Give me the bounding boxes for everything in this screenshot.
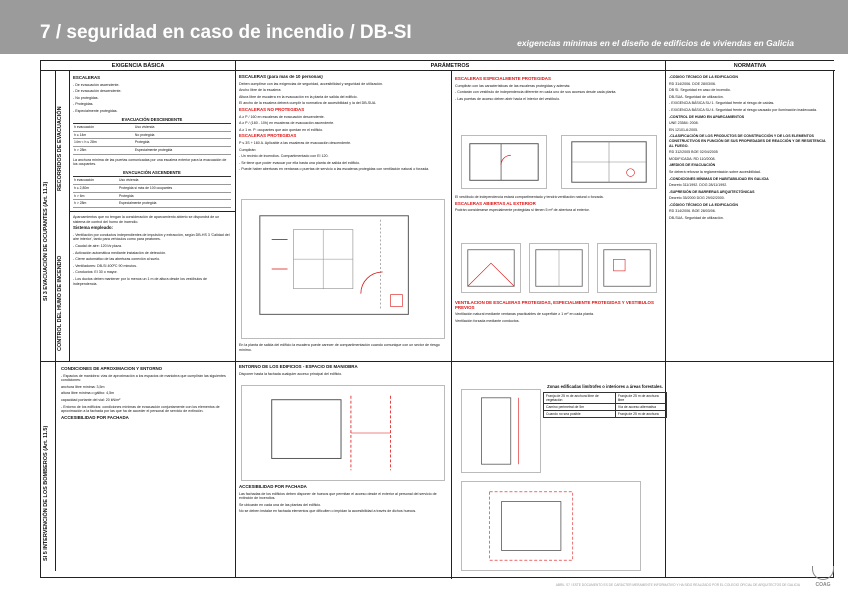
aproximacion-block [61, 367, 231, 477]
normativa-item: RD 314/2006. DOE 28/03/06. [669, 81, 716, 86]
column-header-parametros: PARÁMETROS [235, 61, 665, 71]
page-header [0, 0, 848, 54]
list-item: - No protegidas. [73, 95, 99, 100]
page-title: 7 / seguridad en caso de incendio / DB-SI [40, 22, 412, 43]
table-cell: No protegida [134, 131, 231, 139]
normativa-item: RD 314/2006. BOE 28/03/06. [669, 209, 716, 214]
red-heading: ESCALERAS ESPECIALMENTE PROTEGIDAS [455, 77, 551, 81]
caption-text: El vestíbulo de independencia estará compartimentado y tendrá ventilación natural o forzada. [455, 195, 604, 199]
divider [69, 211, 235, 212]
red-heading: ESCALERAS NO PROTEGIDAS [239, 106, 305, 112]
table-cell: Especialmente protegida [118, 200, 231, 208]
divider [69, 71, 70, 361]
table-header: Uso vivienda [118, 177, 231, 185]
normativa-item: UNE 23584: 2008. [669, 121, 699, 126]
normativa-item: -CLASIFICACIÓN DE LOS PRODUCTOS DE CONSTRUCCIÓN Y DE LOS ELEMENTOS CONSTRUCTIVOS EN FUNCIÓN DE SUS PROPIEDADES DE REACCIÓN Y DE RESISTENCIA AL FUEGO. [669, 134, 826, 148]
table-row [73, 131, 231, 139]
list-item: - Los ductos deben mantener por lo menos un 1 m de altura desde los vestíbulos de independencia. [73, 276, 208, 286]
normativa-item: - EXIGENCIA BÁSICA SU 1. Seguridad frente al riesgo de caídas. [669, 101, 775, 106]
red-heading: VENTILACIÓN DE ESCALERAS PROTEGIDAS, ESPECIALMENTE PROTEGIDAS Y VESTÍBULOS PREVIOS [455, 301, 654, 310]
body-text: Se ubicarán en cada una de las plantas del edificio. [239, 502, 322, 507]
table-cell: Especialmente protegida [134, 146, 231, 154]
list-item: - De evacuación ascendente. [73, 82, 120, 87]
fachada-elevation-figure [461, 389, 541, 473]
entorno-block [239, 365, 447, 379]
table-row [73, 200, 231, 208]
table-cell: 14m < h ≤ 28m [73, 139, 134, 147]
body-text: Cumplirán: [239, 147, 257, 152]
divider [451, 361, 452, 579]
list-item: - Contarán con vestíbulo de independencia diferente en cada uno de sus accesos desde cada planta. [455, 90, 617, 95]
formula-text: P ≤ 3S + 160 A. Aplicable a las escaleras de evacuación descendente. [239, 140, 352, 145]
list-item: - Ventiladores: DB-SI 400ºC 90 minutos. [73, 263, 138, 268]
note-text: La anchura mínima de las puertas comunicadas por una escalera exterior para la evacuación de los ocupantes. [73, 157, 227, 167]
escalera-abierta-figure-3 [597, 243, 657, 293]
block-title: ESCALERAS (para más de 10 personas) [239, 75, 323, 79]
formula-text: A ≥ 1 m. P: ocupantes que aún quedan en el edificio. [239, 127, 324, 132]
block-title: ENTORNO DE LOS EDIFICIOS - ESPACIO DE MANIOBRA [239, 365, 358, 369]
especialmente-protegidas-block [455, 77, 661, 103]
body-text: El ancho de la escalera deberá cumplir la normativa de accesibilidad y la del DB-SUA. [239, 101, 377, 106]
normativa-item: -CÓDIGO TÉCNICO DE LA EDIFICACIÓN [669, 202, 738, 207]
page-subtitle: exigencias mínimas en el diseño de edificios de viviendas en Galicia [517, 38, 794, 48]
logo-mark-icon [812, 566, 834, 580]
table-title: Zonas edificadas limítrofes o interiores a áreas forestales. [547, 384, 663, 389]
table-cell: Franja de 25 m de anchura libre [615, 393, 666, 404]
abiertas-block [455, 195, 661, 225]
body-text: Deben cumplirse con las exigencias de seguridad, accesibilidad y seguridad de utilización. [239, 81, 384, 86]
list-item: - De evacuación descendente. [73, 89, 122, 94]
logo-text: COAG [815, 582, 831, 588]
list-item: - Conductos: EI 30 o mayor. [73, 270, 118, 275]
section-label-si5: SI 5 INTERVENCIÓN DE LOS BOMBEROS (Art. 11.5) [43, 425, 49, 561]
normativa-item: -CÓDIGO TÉCNICO DE LA EDIFICACIÓN [669, 75, 738, 79]
normativa-item: DB SI. Seguridad en caso de incendio. [669, 88, 731, 93]
vestibulo-plan-figure [461, 135, 547, 189]
table-cell: Protegida [118, 192, 231, 200]
block-title: ESCALERAS [73, 76, 101, 80]
body-text: Podrán considerarse especialmente protegidas si tienen 5 m² de abertura al exterior. [455, 208, 590, 213]
column-header-exigencia: EXIGENCIA BÁSICA [41, 61, 235, 71]
body-text: Disponer hasta la fachada cualquier acceso principal del edificio. [239, 371, 343, 376]
table-cell: Franja de 25 m de anchura libre de vegetación [544, 393, 616, 404]
list-item: - Ventilación por conductos independientes de impulsión y extracción, según DB-HS 3 'Calidad del aire interior', tanto para vehículos como para peatones. [73, 232, 230, 242]
list-item: altura libre mínima o gálibo: 4,5m [61, 391, 115, 396]
body-text: Ventilación natural mediante ventanas practicables de superficie ≥ 1 m² en cada planta. [455, 312, 595, 317]
section-label-control-humo: CONTROL DEL HUMO DE INCENDIO [57, 255, 63, 351]
area-forestal-figure [461, 481, 641, 571]
divider [235, 61, 236, 577]
table-cell: Camino perimetral de 5m [544, 404, 616, 411]
red-heading: ESCALERAS ABIERTAS AL EXTERIOR [455, 200, 536, 206]
vestibulo-section-figure [561, 135, 657, 189]
table-row [73, 139, 231, 147]
table-cell: Cuando no sea posible [544, 411, 616, 418]
table-cell: Protegida si más de 100 ocupantes [118, 184, 231, 192]
list-item: - Protegidas. [73, 102, 94, 107]
table-title: EVACUACIÓN ASCENDENTE [73, 170, 231, 177]
table-cell: h > 28m [73, 146, 134, 154]
table-cell: h > 6m [73, 192, 118, 200]
control-humo-block [73, 215, 231, 357]
coag-logo [808, 566, 838, 594]
formula-text: A ≥ P / 160 en escaleras de evacuación descendente. [239, 114, 325, 119]
list-item: - Activación automática mediante instalación de detección. [73, 250, 167, 255]
accesibilidad-fachada-block [239, 485, 447, 575]
ventilacion-block [455, 301, 661, 341]
list-item: - Cierre automático de las aberturas conexión al suelo. [73, 257, 161, 262]
escaleras-params-block [239, 75, 447, 195]
list-item: - Entorno de los edificios: condiciones mínimas de evacuación conjuntamente con los elementos de aproximación a la fachada por las que ha de acceder el personal de servicio de extinción. [61, 404, 220, 414]
table-row [544, 393, 667, 404]
block-title: ACCESIBILIDAD POR FACHADA [61, 414, 129, 420]
table-header: Uso vivienda [134, 124, 231, 132]
table-title: EVACUACIÓN DESCENDENTE [73, 117, 231, 124]
normativa-item: -CONTROL DE HUMO EN APARCAMIENTOS [669, 114, 745, 119]
list-item: - Espacios de maniobra: vías de aproximación a los espacios de maniobra que cumplirán las siguientes condiciones: [61, 373, 226, 383]
zonas-forestales-table [543, 384, 667, 418]
block-title: ACCESIBILIDAD POR FACHADA [239, 485, 307, 489]
list-item: - Las puertas de acceso deben abrir hacia el interior del vestíbulo. [455, 96, 561, 101]
normativa-item: -SUPRESIÓN DE BARRERAS ARQUITECTÓNICAS [669, 189, 755, 194]
body-text: No se deben instalar en fachada elementos que dificulten o impidan la accesibilidad a través de dichos huecos. [239, 509, 417, 514]
body-text: Aparcamientos que no tengan la consideración de aparcamiento abierto se dispondrá de un sistema de control del humo de incendio. [73, 215, 220, 224]
subheading: Sistema empleado: [73, 225, 114, 231]
body-text: Las fachadas de los edificios deben disponer de huecos que permitan el acceso desde el exterior al personal del servicio de extinción de incendios. [239, 491, 437, 501]
column-header-normativa: NORMATIVA [665, 61, 835, 71]
divider [451, 71, 452, 361]
normativa-item: - EXIGENCIA BÁSICA SU 4. Seguridad frente al riesgo causado por iluminación inadecuada. [669, 107, 818, 112]
normativa-item: -CONDICIONES MÍNIMAS DE HABITABILIDAD EN GALICIA [669, 176, 769, 181]
list-item: - Un recinto de incendios. Compartimentado con EI 120. [239, 154, 329, 159]
subheading: Cumplirán con las características de las escaleras protegidas y además: [455, 83, 571, 88]
formula-text: A ≥ P / (160 - 10h) en escaleras de evacuación ascendente. [239, 121, 335, 126]
normativa-block [669, 75, 831, 335]
section-label-recorridos: RECORRIDOS DE EVACUACIÓN [57, 106, 63, 191]
table-cell: h > 28m [73, 200, 118, 208]
body-text: Ancho libre de la escalera: [239, 88, 282, 93]
section-label-si3: SI 3 EVACUACIÓN DE OCUPANTES (Art. 11.3) [43, 181, 49, 301]
table-cell: Vía de acceso alternativa [615, 404, 666, 411]
list-item: - Caudal de aire: 120 l/s·plaza. [73, 243, 122, 248]
figure-caption [239, 343, 447, 359]
escalera-abierta-figure [461, 243, 521, 293]
normativa-item: DB-SUA. Seguridad de utilización. [669, 94, 724, 99]
divider [55, 71, 56, 571]
table-row [73, 146, 231, 154]
document-table [40, 60, 834, 578]
table-cell: h ≤ 14m [73, 131, 134, 139]
escalera-plan-figure [241, 199, 445, 339]
red-heading: ESCALERAS PROTEGIDAS [239, 133, 297, 139]
table-row [544, 404, 667, 411]
normativa-item: Se deberá reforzar la reglamentación sobre accesibilidad. [669, 169, 761, 174]
divider [235, 361, 665, 362]
table-row [73, 184, 231, 192]
list-item: anchura libre mínima: 3,5m [61, 384, 105, 389]
list-item: capacidad portante del vial: 20 kN/m² [61, 397, 121, 402]
table-row [73, 192, 231, 200]
normativa-item: Decreto 311/1992. DOG 28/11/1992. [669, 183, 728, 188]
table-cell: h ≤ 2,80m [73, 184, 118, 192]
caption-text: En la planta de salida del edificio la escalera puede carecer de compartimentación cuando comunique con un sector de riesgo mínimo. [239, 343, 440, 352]
evacuacion-ascendente-table [73, 170, 231, 208]
table-header: h evacuación [73, 177, 118, 185]
escalera-abierta-figure-2 [529, 243, 589, 293]
normativa-item: Decreto 35/2000 DOG 29/02/2000. [669, 196, 725, 201]
normativa-item: -MEDIOS DE EVACUACIÓN [669, 163, 716, 168]
escaleras-block [73, 76, 231, 208]
body-text: Ventilación forzada mediante conductos. [455, 318, 520, 323]
evacuacion-descendente-table [73, 117, 231, 155]
normativa-item: MODIFICADA: RD 110/2008. [669, 156, 716, 161]
table-header: h evacuación [73, 124, 134, 132]
divider [665, 61, 666, 577]
body-text: Altura libre de escalera en la evacuación en la planta de salida del edificio. [239, 94, 358, 99]
list-item: - Especialmente protegidas. [73, 108, 118, 113]
block-title: CONDICIONES DE APROXIMACIÓN Y ENTORNO [61, 367, 163, 371]
entorno-figure [241, 385, 445, 481]
normativa-item: EN 12101-6:2005. [669, 127, 699, 132]
table-row [544, 411, 667, 418]
list-item: - Puede haber aberturas en ventanas o puertas de servicio a las escaleras protegidas con ventilación natural o forzada. [239, 167, 430, 172]
normativa-item: RD 312/2005 BOE 02/04/2005 [669, 150, 718, 155]
normativa-item: DB-SUA. Seguridad de utilización. [669, 216, 724, 221]
list-item: - Se tiene que poder evacuar por ella hasta una planta de salida del edificio. [239, 160, 361, 165]
footer-text: ABRIL '07 / ESTE DOCUMENTO ES DE CARÁCTER MERAMENTE INFORMATIVO Y HA SIDO REALIZADO POR EL COLEGIO OFICIAL DE ARQUITECTOS DE GALICIA [555, 583, 800, 587]
table-cell: Protegida [134, 139, 231, 147]
table-cell: Franja de 25 m de anchura [615, 411, 666, 418]
